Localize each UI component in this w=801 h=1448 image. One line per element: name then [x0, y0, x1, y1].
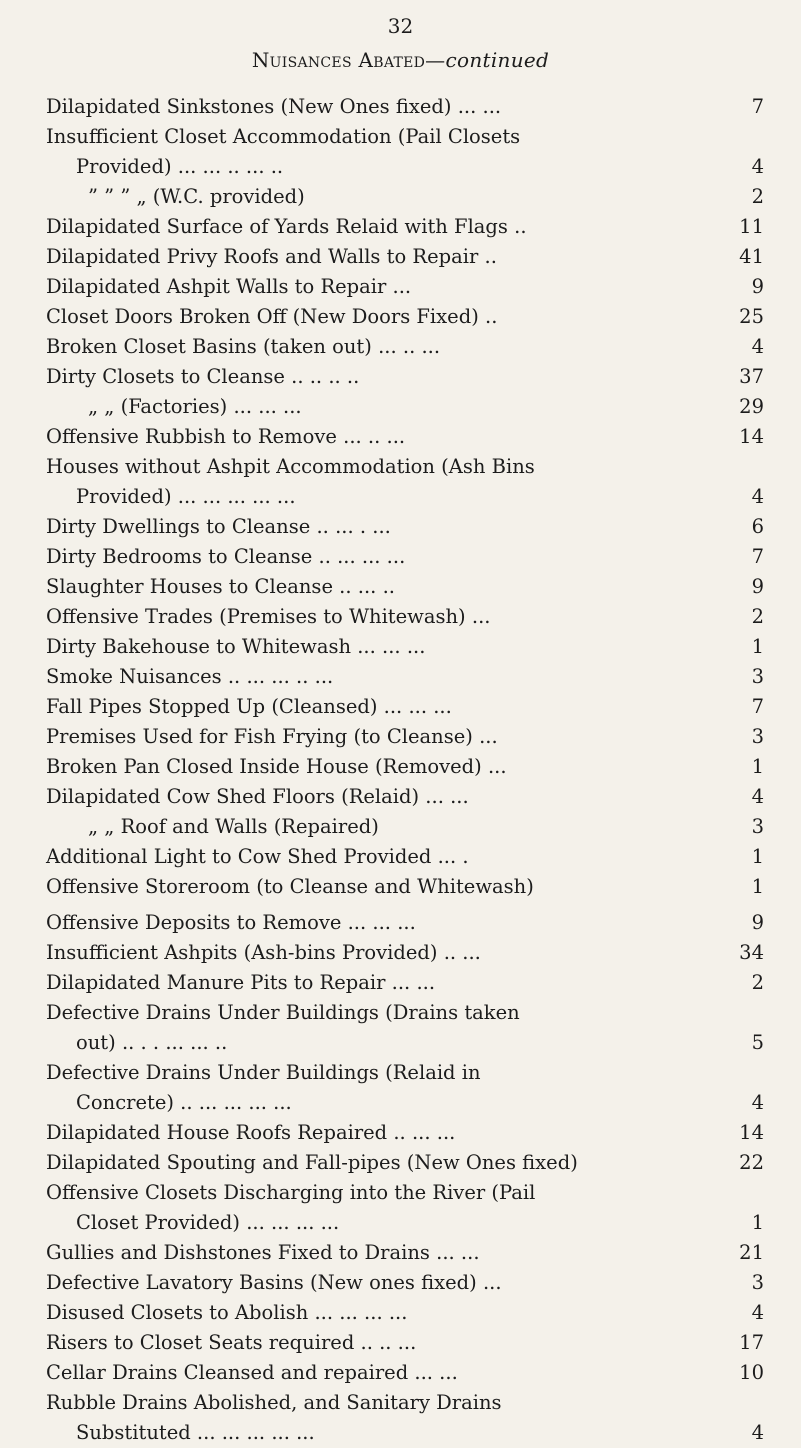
item-count: 1 — [751, 1211, 764, 1234]
item-count: 41 — [739, 245, 764, 268]
item-count: 4 — [751, 1091, 764, 1114]
list-item — [46, 1328, 764, 1358]
list-item — [46, 122, 764, 152]
list-item — [46, 362, 764, 392]
item-label: Provided) ... ... .. ... .. — [76, 155, 284, 178]
item-count: 1 — [751, 845, 764, 868]
list-item — [46, 272, 764, 302]
list-item — [46, 242, 764, 272]
item-label: Dirty Bakehouse to Whitewash ... ... ... — [46, 635, 426, 658]
list-item — [46, 182, 764, 212]
item-label: Closet Doors Broken Off (New Doors Fixed) .. — [46, 305, 498, 328]
item-count: 17 — [739, 1331, 764, 1354]
item-count: 9 — [751, 575, 764, 598]
list-item — [46, 302, 764, 332]
item-count: 1 — [751, 635, 764, 658]
list-item — [46, 998, 764, 1028]
item-label: Provided) ... ... ... ... ... — [76, 485, 296, 508]
list-item — [46, 1028, 764, 1058]
list-item — [46, 722, 764, 752]
item-count: 7 — [751, 695, 764, 718]
item-label: Offensive Deposits to Remove ... ... ... — [46, 911, 416, 934]
item-count: 37 — [739, 365, 764, 388]
list-item — [46, 212, 764, 242]
list-item — [46, 1418, 764, 1448]
item-label: Dilapidated Spouting and Fall-pipes (New Ones fixed) — [46, 1151, 578, 1174]
item-label: Broken Closet Basins (taken out) ... .. ... — [46, 335, 441, 358]
item-count: 7 — [751, 545, 764, 568]
item-count: 6 — [751, 515, 764, 538]
list-item — [46, 662, 764, 692]
list-item — [46, 1358, 764, 1388]
item-label: Premises Used for Fish Frying (to Cleanse) ... — [46, 725, 498, 748]
item-label: Gullies and Dishstones Fixed to Drains ... ... — [46, 1241, 480, 1264]
list-item — [46, 1388, 764, 1418]
item-label: Dilapidated Manure Pits to Repair ... ... — [46, 971, 436, 994]
item-label: Dilapidated Sinkstones (New Ones fixed) ... ... — [46, 95, 502, 118]
list-item — [46, 572, 764, 602]
list-item — [46, 812, 764, 842]
item-label: Offensive Rubbish to Remove ... .. ... — [46, 425, 406, 448]
item-count: 2 — [751, 605, 764, 628]
list-item — [46, 632, 764, 662]
item-label: Dirty Bedrooms to Cleanse .. ... ... ... — [46, 545, 406, 568]
list-item — [46, 542, 764, 572]
list-item — [46, 452, 764, 482]
item-label: Closet Provided) ... ... ... ... — [76, 1211, 340, 1234]
list-item — [46, 1118, 764, 1148]
item-label: ” ” ” „ (W.C. provided) — [88, 185, 305, 208]
item-count: 9 — [751, 275, 764, 298]
item-label: Slaughter Houses to Cleanse .. ... .. — [46, 575, 395, 598]
list-item — [46, 752, 764, 782]
item-count: 34 — [739, 941, 764, 964]
item-count: 22 — [739, 1151, 764, 1174]
item-label: Offensive Trades (Premises to Whitewash) ... — [46, 605, 491, 628]
item-label: Risers to Closet Seats required .. .. ... — [46, 1331, 417, 1354]
item-count: 2 — [751, 971, 764, 994]
item-label: Broken Pan Closed Inside House (Removed) ... — [46, 755, 507, 778]
item-count: 2 — [751, 185, 764, 208]
section-heading — [0, 48, 801, 72]
item-label: Rubble Drains Abolished, and Sanitary Drains — [46, 1391, 502, 1414]
item-count: 3 — [751, 665, 764, 688]
item-label: Defective Drains Under Buildings (Drains taken — [46, 1001, 520, 1024]
item-count: 29 — [739, 395, 764, 418]
list-item — [46, 1238, 764, 1268]
list-item — [46, 842, 764, 872]
item-label: Dilapidated Surface of Yards Relaid with Flags .. — [46, 215, 527, 238]
item-count: 4 — [751, 1301, 764, 1324]
list-item — [46, 482, 764, 512]
item-label: Cellar Drains Cleansed and repaired ... ... — [46, 1361, 458, 1384]
list-item — [46, 1148, 764, 1178]
item-count: 4 — [751, 485, 764, 508]
item-count: 3 — [751, 1271, 764, 1294]
item-count: 11 — [739, 215, 764, 238]
item-label: Additional Light to Cow Shed Provided ... . — [46, 845, 469, 868]
item-label: Defective Lavatory Basins (New ones fixed) ... — [46, 1271, 502, 1294]
list-item — [46, 938, 764, 968]
item-count: 4 — [751, 155, 764, 178]
item-count: 7 — [751, 95, 764, 118]
list-item — [46, 1298, 764, 1328]
list-item — [46, 1088, 764, 1118]
item-label: Disused Closets to Abolish ... ... ... ... — [46, 1301, 408, 1324]
item-label: Offensive Storeroom (to Cleanse and Whitewash) — [46, 875, 534, 898]
list-item — [46, 152, 764, 182]
list-item — [46, 1178, 764, 1208]
item-count: 1 — [751, 875, 764, 898]
item-label: Insufficient Closet Accommodation (Pail Closets — [46, 125, 521, 148]
item-label: „ „ (Factories) ... ... ... — [88, 395, 302, 418]
item-count: 21 — [739, 1241, 764, 1264]
list-item — [46, 512, 764, 542]
item-label: Dirty Closets to Cleanse .. .. .. .. — [46, 365, 360, 388]
heading-continued: continued — [445, 48, 550, 72]
item-label: Substituted ... ... ... ... ... — [76, 1421, 315, 1444]
page-number: 32 — [387, 14, 414, 38]
list-item — [46, 332, 764, 362]
list-item — [46, 782, 764, 812]
heading-separator: — — [425, 48, 446, 72]
item-count: 14 — [739, 1121, 764, 1144]
list-item — [46, 602, 764, 632]
nuisance-list — [46, 92, 764, 1448]
item-label: Dilapidated Ashpit Walls to Repair ... — [46, 275, 412, 298]
item-label: Dilapidated House Roofs Repaired .. ... ... — [46, 1121, 456, 1144]
list-item — [46, 392, 764, 422]
list-item — [46, 92, 764, 122]
list-item — [46, 872, 764, 902]
item-label: Dilapidated Cow Shed Floors (Relaid) ... ... — [46, 785, 469, 808]
item-label: Offensive Closets Discharging into the River (Pail — [46, 1181, 536, 1204]
item-label: Smoke Nuisances .. ... ... .. ... — [46, 665, 334, 688]
item-count: 1 — [751, 755, 764, 778]
item-count: 4 — [751, 1421, 764, 1444]
item-count: 5 — [751, 1031, 764, 1054]
item-label: Dirty Dwellings to Cleanse .. ... . ... — [46, 515, 391, 538]
list-item — [46, 692, 764, 722]
item-label: Dilapidated Privy Roofs and Walls to Repair .. — [46, 245, 497, 268]
item-count: 10 — [739, 1361, 764, 1384]
item-label: Insufficient Ashpits (Ash-bins Provided) .. ... — [46, 941, 481, 964]
list-item — [46, 968, 764, 998]
item-count: 3 — [751, 815, 764, 838]
list-item — [46, 908, 764, 938]
list-item — [46, 1058, 764, 1088]
item-label: Fall Pipes Stopped Up (Cleansed) ... ... ... — [46, 695, 452, 718]
item-count: 9 — [751, 911, 764, 934]
list-item — [46, 422, 764, 452]
item-count: 4 — [751, 335, 764, 358]
heading-main: Nuisances Abated — [251, 48, 426, 72]
item-label: „ „ Roof and Walls (Repaired) — [88, 815, 379, 838]
list-item — [46, 1268, 764, 1298]
item-count: 14 — [739, 425, 764, 448]
list-item — [46, 1208, 764, 1238]
item-label: Concrete) .. ... ... ... ... — [76, 1091, 292, 1114]
item-count: 3 — [751, 725, 764, 748]
item-label: out) .. . . ... ... .. — [76, 1031, 228, 1054]
item-label: Defective Drains Under Buildings (Relaid in — [46, 1061, 481, 1084]
item-count: 4 — [751, 785, 764, 808]
item-label: Houses without Ashpit Accommodation (Ash Bins — [46, 455, 535, 478]
item-count: 25 — [739, 305, 764, 328]
